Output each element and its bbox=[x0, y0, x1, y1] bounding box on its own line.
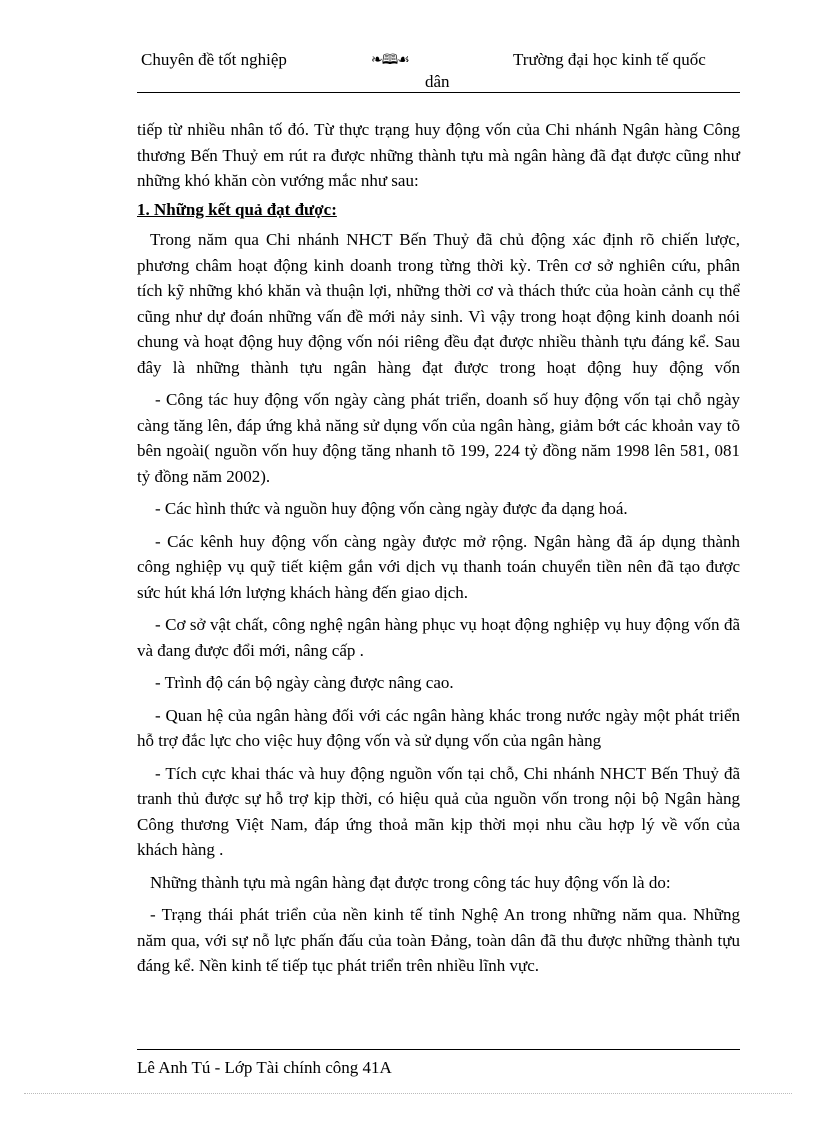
paragraph-intro: tiếp từ nhiều nhân tố đó. Từ thực trạng huy động vốn của Chi nhánh Ngân hàng Công thương Bến Thuỷ em rút ra được những thành tựu mà ngân hàng đã đạt được cũng như những khó khăn còn vướng mắc như sau: bbox=[137, 120, 740, 190]
header-book-ornament-icon: ❧🕮☙ bbox=[371, 53, 409, 68]
paragraph-bullet-staff-qualification: - Trình độ cán bộ ngày càng được nâng cao. bbox=[155, 673, 454, 692]
header-university-name-continued: dân bbox=[425, 72, 450, 91]
header-document-type: Chuyên đề tốt nghiệp bbox=[141, 50, 287, 69]
paragraph-reasons-intro: Những thành tựu mà ngân hàng đạt được trong công tác huy động vốn là do: bbox=[150, 872, 671, 892]
paragraph-bullet-interbank-relations: - Quan hệ của ngân hàng đối với các ngân hàng khác trong nước ngày một phát triển hỗ trợ đắc lực cho việc huy động vốn và sử dụng vốn của ngân hàng bbox=[137, 705, 740, 750]
paragraph-achievements-overview: Trong năm qua Chi nhánh NHCT Bến Thuỷ đã chủ động xác định rõ chiến lược, phương châm hoạt động kinh doanh trong từng thời kỳ. Trên cơ sở nghiên cứu, phân tích kỹ những khó khăn và thuận lợi, những thời cơ và thách thức của hoàn cảnh cụ thể cũng như dự đoán những vấn đề mới nảy sinh. Vì vậy trong hoạt động kinh doanh nói chung và hoạt động huy động vốn nói riêng đều đạt được nhiều thành tựu đáng kể. Sau đây là những thành tựu ngân hàng đạt được trong hoạt động huy động vốn bbox=[137, 230, 740, 377]
header-university-name: Trường đại học kinh tế quốc bbox=[513, 50, 706, 69]
paragraph-bullet-infrastructure: - Cơ sở vật chất, công nghệ ngân hàng phục vụ hoạt động nghiệp vụ huy động vốn đã và đang được đổi mới, nâng cấp . bbox=[137, 615, 740, 660]
paragraph-reason-economy: - Trạng thái phát triển của nền kinh tế tỉnh Nghệ An trong những năm qua. Những năm qua, với sự nỗ lực phấn đấu của toàn Đảng, toàn dân đã thu được những thành tựu đáng kể. Nền kinh tế tiếp tục phát triển trên nhiều lĩnh vực. bbox=[137, 905, 740, 975]
paragraph-bullet-diversified-forms: - Các hình thức và nguồn huy động vốn càng ngày được đa dạng hoá. bbox=[155, 499, 628, 518]
section-heading: 1. Những kết quả đạt được: bbox=[137, 199, 337, 219]
paragraph-bullet-capital-growth: - Công tác huy động vốn ngày càng phát triển, doanh số huy động vốn tại chỗ ngày càng tăng lên, đáp ứng khả năng sử dụng vốn của ngân hàng, giảm bớt các khoản vay tõ bên ngoài( nguồn vốn huy động tăng nhanh tõ 199, 224 tỷ đồng năm 1998 lên 581, 081 tỷ đồng năm 2002). bbox=[137, 390, 740, 486]
paragraph-bullet-local-capital: - Tích cực khai thác và huy động nguồn vốn tại chỗ, Chi nhánh NHCT Bến Thuỷ đã tranh thủ được sự hỗ trợ kịp thời, có hiệu quả của nguồn vốn trong nội bộ Ngân hàng Công thương Việt Nam, đáp ứng thoả mãn kịp thời mọi nhu cầu hợp lý về vốn của khách hàng . bbox=[137, 763, 740, 859]
document-body bbox=[137, 117, 740, 979]
page-bottom-divider bbox=[24, 1093, 792, 1094]
page-header bbox=[137, 46, 740, 93]
paragraph-bullet-channels-expanded: - Các kênh huy động vốn càng ngày được mở rộng. Ngân hàng đã áp dụng thành công nghiệp vụ quỹ tiết kiệm gắn với dịch vụ thanh toán chuyển tiền nên đã tạo được sức hút khá lớn lượng khách hàng đến giao dịch. bbox=[137, 531, 740, 602]
page-footer bbox=[137, 1049, 740, 1077]
footer-author: Lê Anh Tú - Lớp Tài chính công 41A bbox=[137, 1058, 392, 1077]
